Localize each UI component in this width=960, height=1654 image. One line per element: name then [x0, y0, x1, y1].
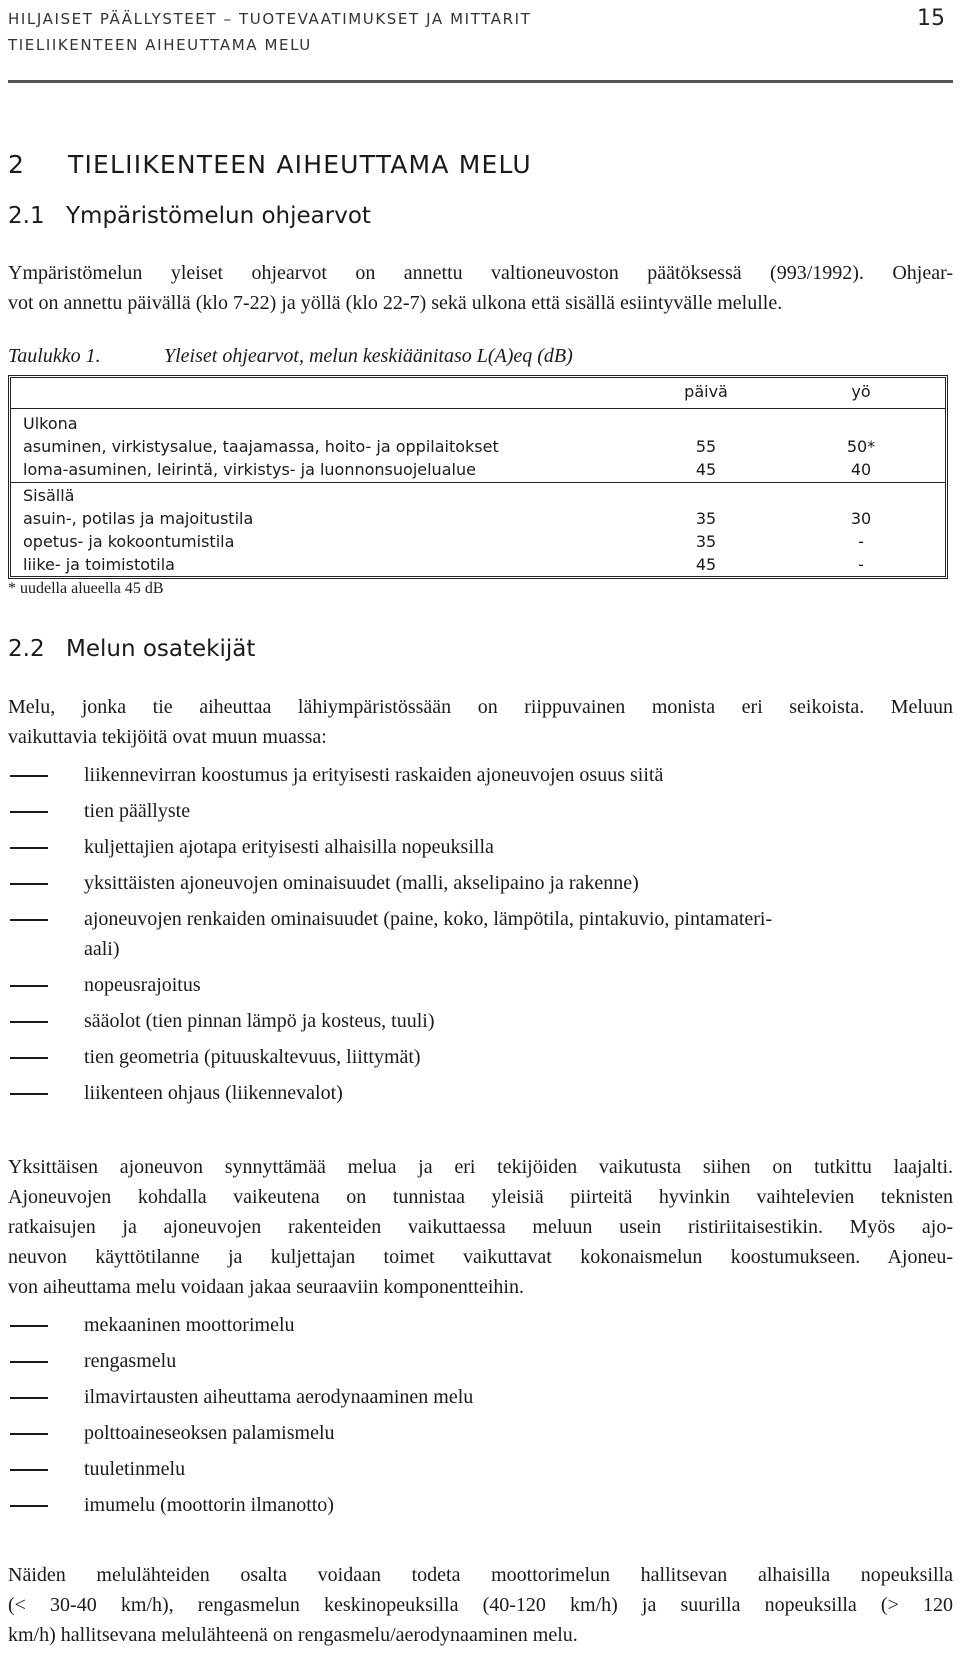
paragraph-line: vaikuttavia tekijöitä ovat muun muassa:	[8, 726, 327, 748]
table-cell-night: 50*	[846, 437, 876, 456]
list-item: mekaaninen moottorimelu	[84, 1314, 295, 1336]
paragraph-line: vot on annettu päivällä (klo 7-22) ja yöllä (klo 22-7) sekä ulkona että sisällä esiintyvälle melulle.	[8, 292, 783, 314]
table-cell-night: -	[858, 532, 864, 551]
list-item: tien geometria (pituuskaltevuus, liittymät)	[84, 1046, 421, 1068]
table-cell-day: 55	[695, 437, 717, 456]
section-number: 2.1	[8, 203, 45, 229]
header-divider	[8, 80, 953, 83]
paragraph-line: Melu, jonka tie aiheuttaa lähiympäristössään on riippuvainen monista eri seikoista. Meluun	[8, 696, 953, 718]
table-cell-day: 45	[695, 460, 717, 479]
header-document-title: HILJAISET PÄÄLLYSTEET – TUOTEVAATIMUKSET JA MITTARIT	[8, 10, 532, 28]
header-chapter-title: TIELIIKENTEEN AIHEUTTAMA MELU	[8, 36, 312, 54]
running-header	[8, 6, 953, 58]
paragraph-line: von aiheuttama melu voidaan jakaa seuraaviin komponentteihin.	[8, 1276, 524, 1298]
list-item: tuuletinmelu	[84, 1458, 186, 1480]
section-heading-2-2	[8, 636, 255, 662]
list-item: ajoneuvojen renkaiden ominaisuudet (paine, koko, lämpötila, pintakuvio, pintamateri-	[84, 908, 773, 930]
list-item: nopeusrajoitus	[84, 974, 201, 996]
table-row-label: asuin-, potilas ja majoitustila	[23, 509, 254, 528]
table-row-label: opetus- ja kokoontumistila	[23, 532, 235, 551]
noise-components-list	[8, 1310, 953, 1526]
list-item: yksittäisten ajoneuvojen ominaisuudet (malli, akselipaino ja rakenne)	[84, 872, 639, 894]
paragraph-line: neuvon käyttötilanne ja kuljettajan toimet vaikuttavat kokonaismelun koostumukseen. Ajoneu-	[8, 1246, 953, 1268]
list-item: liikenteen ohjaus (liikennevalot)	[84, 1082, 343, 1104]
table-cell-night: 30	[850, 509, 872, 528]
section-number: 2.2	[8, 636, 45, 662]
table-caption-label: Taulukko 1.	[8, 345, 101, 367]
paragraph-line: Yksittäisen ajoneuvon synnyttämää melua ja eri tekijöiden vaikutusta siihen on tutkittu laajalti.	[8, 1156, 953, 1178]
table-cell-night: -	[858, 555, 864, 574]
section-title: TIELIIKENTEEN AIHEUTTAMA MELU	[68, 150, 532, 179]
list-item-continuation: aali)	[84, 938, 120, 960]
page-number: 15	[917, 6, 945, 31]
noise-factors-list	[8, 760, 953, 1114]
group-title-indoor: Sisällä	[23, 486, 75, 505]
table-cell-night: 40	[850, 460, 872, 479]
paragraph-line: Ajoneuvojen kohdalla vaikeutena on tunnistaa yleisiä piirteitä hyvinkin vaihtelevien teknisten	[8, 1186, 953, 1208]
list-item: tien päällyste	[84, 800, 191, 822]
group-title-outdoor: Ulkona	[23, 414, 78, 433]
table-cell-day: 45	[695, 555, 717, 574]
section-heading-2-1	[8, 203, 371, 229]
list-item: imumelu (moottorin ilmanotto)	[84, 1494, 334, 1516]
column-header-day: päivä	[684, 382, 728, 401]
table-caption	[8, 345, 573, 368]
section-number: 2	[8, 150, 26, 179]
paragraph-line: km/h) hallitsevana melulähteenä on rengasmelu/aerodynaaminen melu.	[8, 1624, 578, 1646]
section-title: Melun osatekijät	[66, 636, 256, 662]
list-item: sääolot (tien pinnan lämpö ja kosteus, tuuli)	[84, 1010, 435, 1032]
column-header-night: yö	[851, 382, 871, 401]
table-cell-day: 35	[695, 509, 717, 528]
table-caption-text: Yleiset ohjearvot, melun keskiäänitaso L(A)eq (dB)	[164, 345, 573, 367]
list-item: ilmavirtausten aiheuttama aerodynaaminen melu	[84, 1386, 474, 1408]
list-item: rengasmelu	[84, 1350, 177, 1372]
paragraph-line: Näiden melulähteiden osalta voidaan todeta moottorimelun hallitsevan alhaisilla nopeuksilla	[8, 1564, 953, 1586]
table-cell-day: 35	[695, 532, 717, 551]
table-group-divider	[11, 482, 945, 483]
table-row-label: asuminen, virkistysalue, taajamassa, hoito- ja oppilaitokset	[23, 437, 499, 456]
section-title: Ympäristömelun ohjearvot	[66, 203, 371, 229]
paragraph-line: (< 30-40 km/h), rengasmelun keskinopeuksilla (40-120 km/h) ja suurilla nopeuksilla (> 120	[8, 1594, 953, 1616]
table-row-label: loma-asuminen, leirintä, virkistys- ja luonnonsuojelualue	[23, 460, 476, 479]
list-item: polttoaineseoksen palamismelu	[84, 1422, 335, 1444]
noise-guideline-table	[8, 375, 948, 579]
list-item: kuljettajien ajotapa erityisesti alhaisilla nopeuksilla	[84, 836, 494, 858]
table-header-row	[11, 378, 945, 409]
list-item: liikennevirran koostumus ja erityisesti raskaiden ajoneuvojen osuus siitä	[84, 764, 664, 786]
paragraph-line: ratkaisujen ja ajoneuvojen rakenteiden vaikuttaessa meluun usein ristiriitaisestikin. Myös ajo-	[8, 1216, 953, 1238]
section-heading-2	[8, 150, 532, 179]
paragraph-line: Ympäristömelun yleiset ohjearvot on annettu valtioneuvoston päätöksessä (993/1992). Ohjear-	[8, 262, 953, 284]
table-footnote: * uudella alueella 45 dB	[8, 580, 164, 597]
table-row-label: liike- ja toimistotila	[23, 555, 175, 574]
